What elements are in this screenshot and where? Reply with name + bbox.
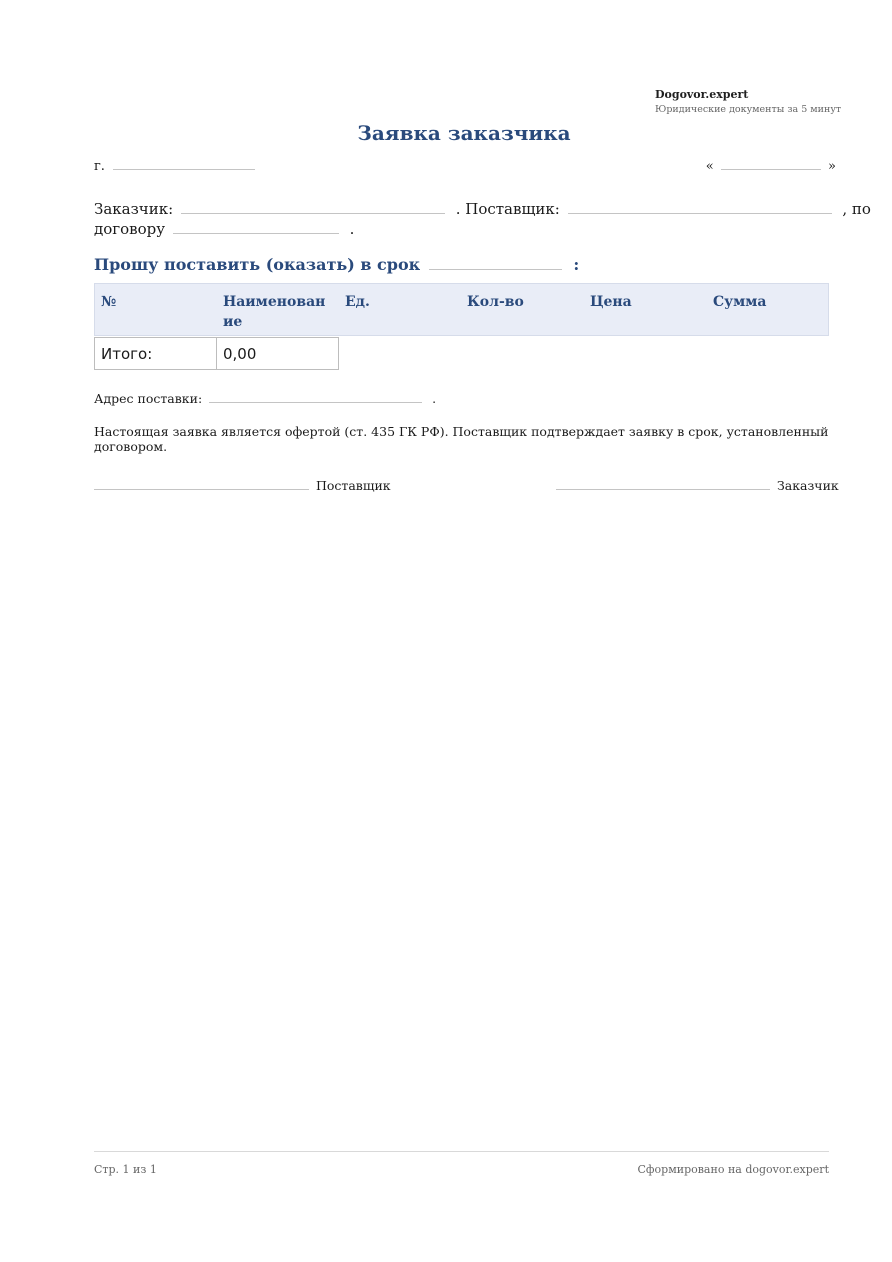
by-contract-tail: , по [842, 200, 871, 218]
date-field[interactable] [721, 156, 821, 170]
customer-field[interactable] [181, 200, 445, 214]
total-value-cell [216, 337, 339, 370]
column-number: № [101, 294, 117, 310]
customer-signature [556, 476, 839, 493]
column-price: Цена [590, 294, 632, 310]
footer-generated: Сформировано на dogovor.expert [637, 1163, 829, 1176]
customer-signature-label: Заказчик [776, 478, 839, 493]
address-label: Адрес поставки: [94, 391, 203, 406]
brand-tagline: Юридические документы за 5 минут [655, 104, 842, 115]
total-label-cell [94, 337, 217, 370]
contract-label: договору [94, 220, 166, 238]
total-label: Итого: [101, 345, 153, 363]
table-header [94, 283, 829, 336]
offer-text: Настоящая заявка является офертой (ст. 435 ГК РФ). Поставщик подтверждает заявку в срок, установленный договором. [94, 424, 829, 454]
footer-page-number: Стр. 1 из 1 [94, 1163, 157, 1176]
supplier-signature-label: Поставщик [315, 478, 391, 493]
date-close-quote: » [828, 159, 836, 174]
address-field[interactable] [209, 389, 422, 403]
supplier-label: . Поставщик: [455, 200, 560, 218]
request-heading [94, 255, 579, 274]
supplier-signature-field[interactable] [94, 476, 309, 490]
column-sum: Сумма [713, 294, 767, 310]
contract-field[interactable] [173, 220, 339, 234]
parties-row-2 [94, 219, 856, 239]
date-line [706, 156, 836, 174]
footer-divider [94, 1151, 829, 1152]
column-name: Наименован ие [223, 294, 326, 330]
city-prefix: г. [94, 159, 105, 174]
date-open-quote: « [705, 159, 714, 174]
supplier-field[interactable] [568, 200, 832, 214]
column-unit: Ед. [345, 294, 370, 310]
request-heading-end: : [573, 255, 580, 274]
customer-label: Заказчик: [94, 200, 174, 218]
brand-name: Dogovor.expert [655, 88, 749, 101]
city-line [94, 156, 255, 174]
customer-signature-field[interactable] [556, 476, 770, 490]
parties-paragraph [94, 199, 871, 239]
address-end: . [432, 391, 437, 406]
request-heading-text: Прошу поставить (оказать) в срок [94, 255, 421, 274]
address-line [94, 389, 436, 406]
city-field[interactable] [113, 156, 255, 170]
contract-end: . [349, 220, 355, 238]
parties-row-1 [94, 199, 871, 219]
total-value: 0,00 [223, 345, 257, 363]
column-quantity: Кол-во [467, 294, 524, 310]
deadline-field[interactable] [429, 255, 562, 270]
supplier-signature [94, 476, 391, 493]
page-title: Заявка заказчика [357, 121, 571, 145]
